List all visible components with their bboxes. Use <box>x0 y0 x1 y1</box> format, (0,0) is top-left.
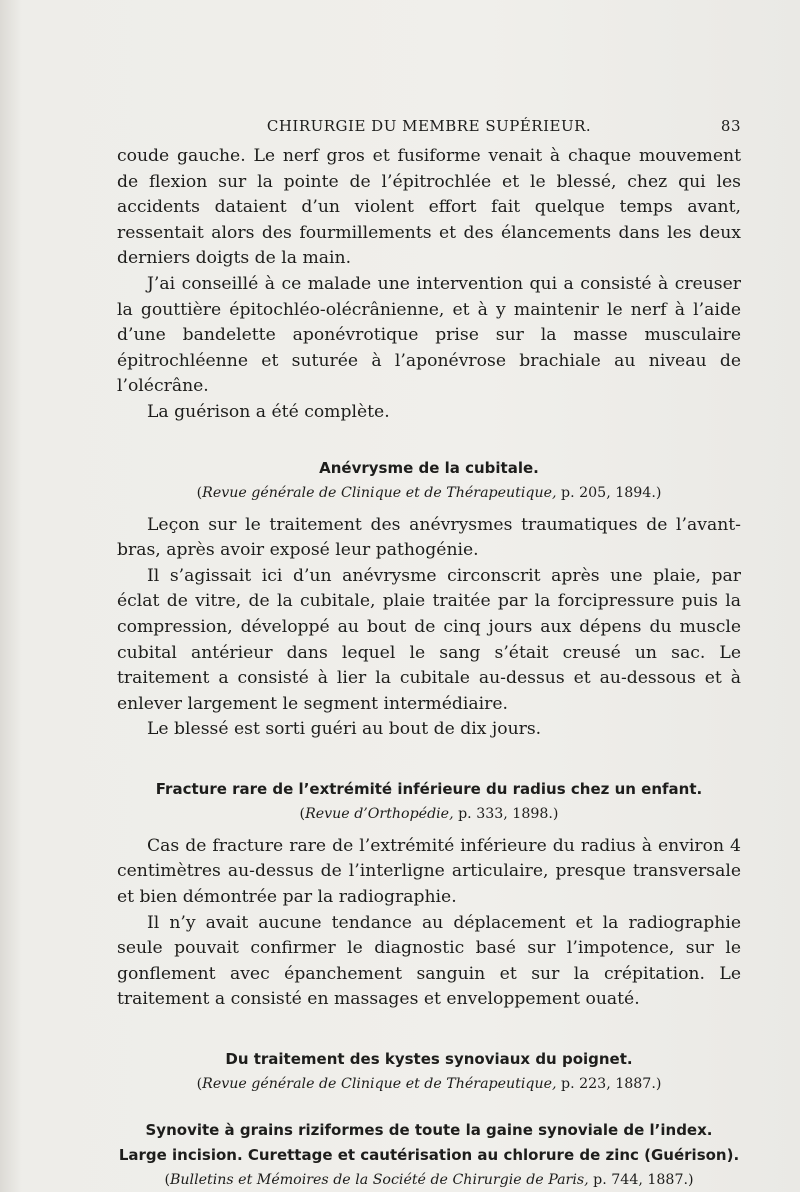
running-title: CHIRURGIE DU MEMBRE SUPÉRIEUR. <box>266 117 592 135</box>
page-number: 83 <box>720 117 741 135</box>
paragraph: Cas de fracture rare de l’extrémité inférieure du radius à environ 4 centimètres au-dessus de l’interligne articulaire, presque transversale et bien démontrée par la radiographie. <box>117 835 741 908</box>
section-title-line1: Synovite à grains riziformes de toute la gaine synoviale de l’index. <box>145 1121 713 1140</box>
reference-details: p. 205, 1894.) <box>556 484 662 501</box>
section-reference: (Revue d’Orthopédie, p. 333, 1898.) <box>299 805 559 822</box>
section-title-line2: Large incision. Curettage et cautérisation au chlorure de zinc (Guérison). <box>118 1146 740 1165</box>
paragraph: La guérison a été complète. <box>147 401 390 422</box>
paragraph: Il n’y avait aucune tendance au déplacement et la radiographie seule pouvait confirmer le diagnostic basé sur l’impotence, sur le gonflement avec épanchement sanguin et sur la crépitation. Le traitement a consisté en massages et enveloppement ouaté. <box>117 912 741 1010</box>
paragraph: Leçon sur le traitement des anévrysmes traumatiques de l’avant-bras, après avoir exposé leur pathogénie. <box>117 514 741 561</box>
reference-journal: Revue générale de Clinique et de Thérapeutique, <box>202 484 557 501</box>
section-radius-fracture <box>117 777 741 1013</box>
reference-details: p. 333, 1898.) <box>453 805 559 822</box>
section-title: Du traitement des kystes synoviaux du poignet. <box>225 1050 633 1069</box>
reference-journal: Revue générale de Clinique et de Thérapeutique, <box>202 1076 557 1093</box>
section-reference: (Revue générale de Clinique et de Thérapeutique, p. 223, 1887.) <box>196 1076 662 1093</box>
paragraph: Il s’agissait ici d’un anévrysme circonscrit après une plaie, par éclat de vitre, de la cubitale, plaie traitée par la forcipressure puis la compression, développé au bout de cinq jours aux dépens du muscle cubital antérieur dans lequel le sang s’était creusé un sac. Le traitement a consisté à lier la cubitale au-dessus et au-dessous et à enlever largement le segment intermédiaire. <box>117 565 741 714</box>
section-title: Fracture rare de l’extrémité inférieure du radius chez un enfant. <box>155 779 703 798</box>
section-reference: (Bulletins et Mémoires de la Société de Chirurgie de Paris, p. 744, 1887.) <box>164 1172 694 1189</box>
reference-journal: Bulletins et Mémoires de la Société de Chirurgie de Paris, <box>169 1172 589 1189</box>
section-reference: (Revue générale de Clinique et de Thérapeutique, p. 205, 1894.) <box>196 484 662 501</box>
reference-details: p. 744, 1887.) <box>588 1172 694 1189</box>
page-body <box>117 144 741 1192</box>
paragraph: Le blessé est sorti guéri au bout de dix jours. <box>147 719 542 740</box>
section-title: Anévrysme de la cubitale. <box>319 458 539 477</box>
paragraph: coude gauche. Le nerf gros et fusiforme venait à chaque mouvement de flexion sur la pointe de l’épitrochlée et le blessé, chez qui les accidents dataient d’un violent effort fait quelque temps avant, ressentait alors des fourmillements et des élancements dans les deux derniers doigts de la main. <box>117 146 741 269</box>
section-aneurysm <box>117 456 741 743</box>
section-synovitis <box>117 1118 741 1192</box>
reference-details: p. 223, 1887.) <box>556 1076 662 1093</box>
section-synovial-cysts <box>117 1047 741 1096</box>
paragraph: J’ai conseillé à ce malade une intervention qui a consisté à creuser la gouttière épitochléo-olécrânienne, et à y maintenir le nerf à l’aide d’une bandelette aponévrotique prise sur la masse musculaire épitrochléenne et suturée à l’aponévrose brachiale au niveau de l’olécrâne. <box>117 273 741 397</box>
reference-journal: Revue d’Orthopédie, <box>305 805 454 822</box>
